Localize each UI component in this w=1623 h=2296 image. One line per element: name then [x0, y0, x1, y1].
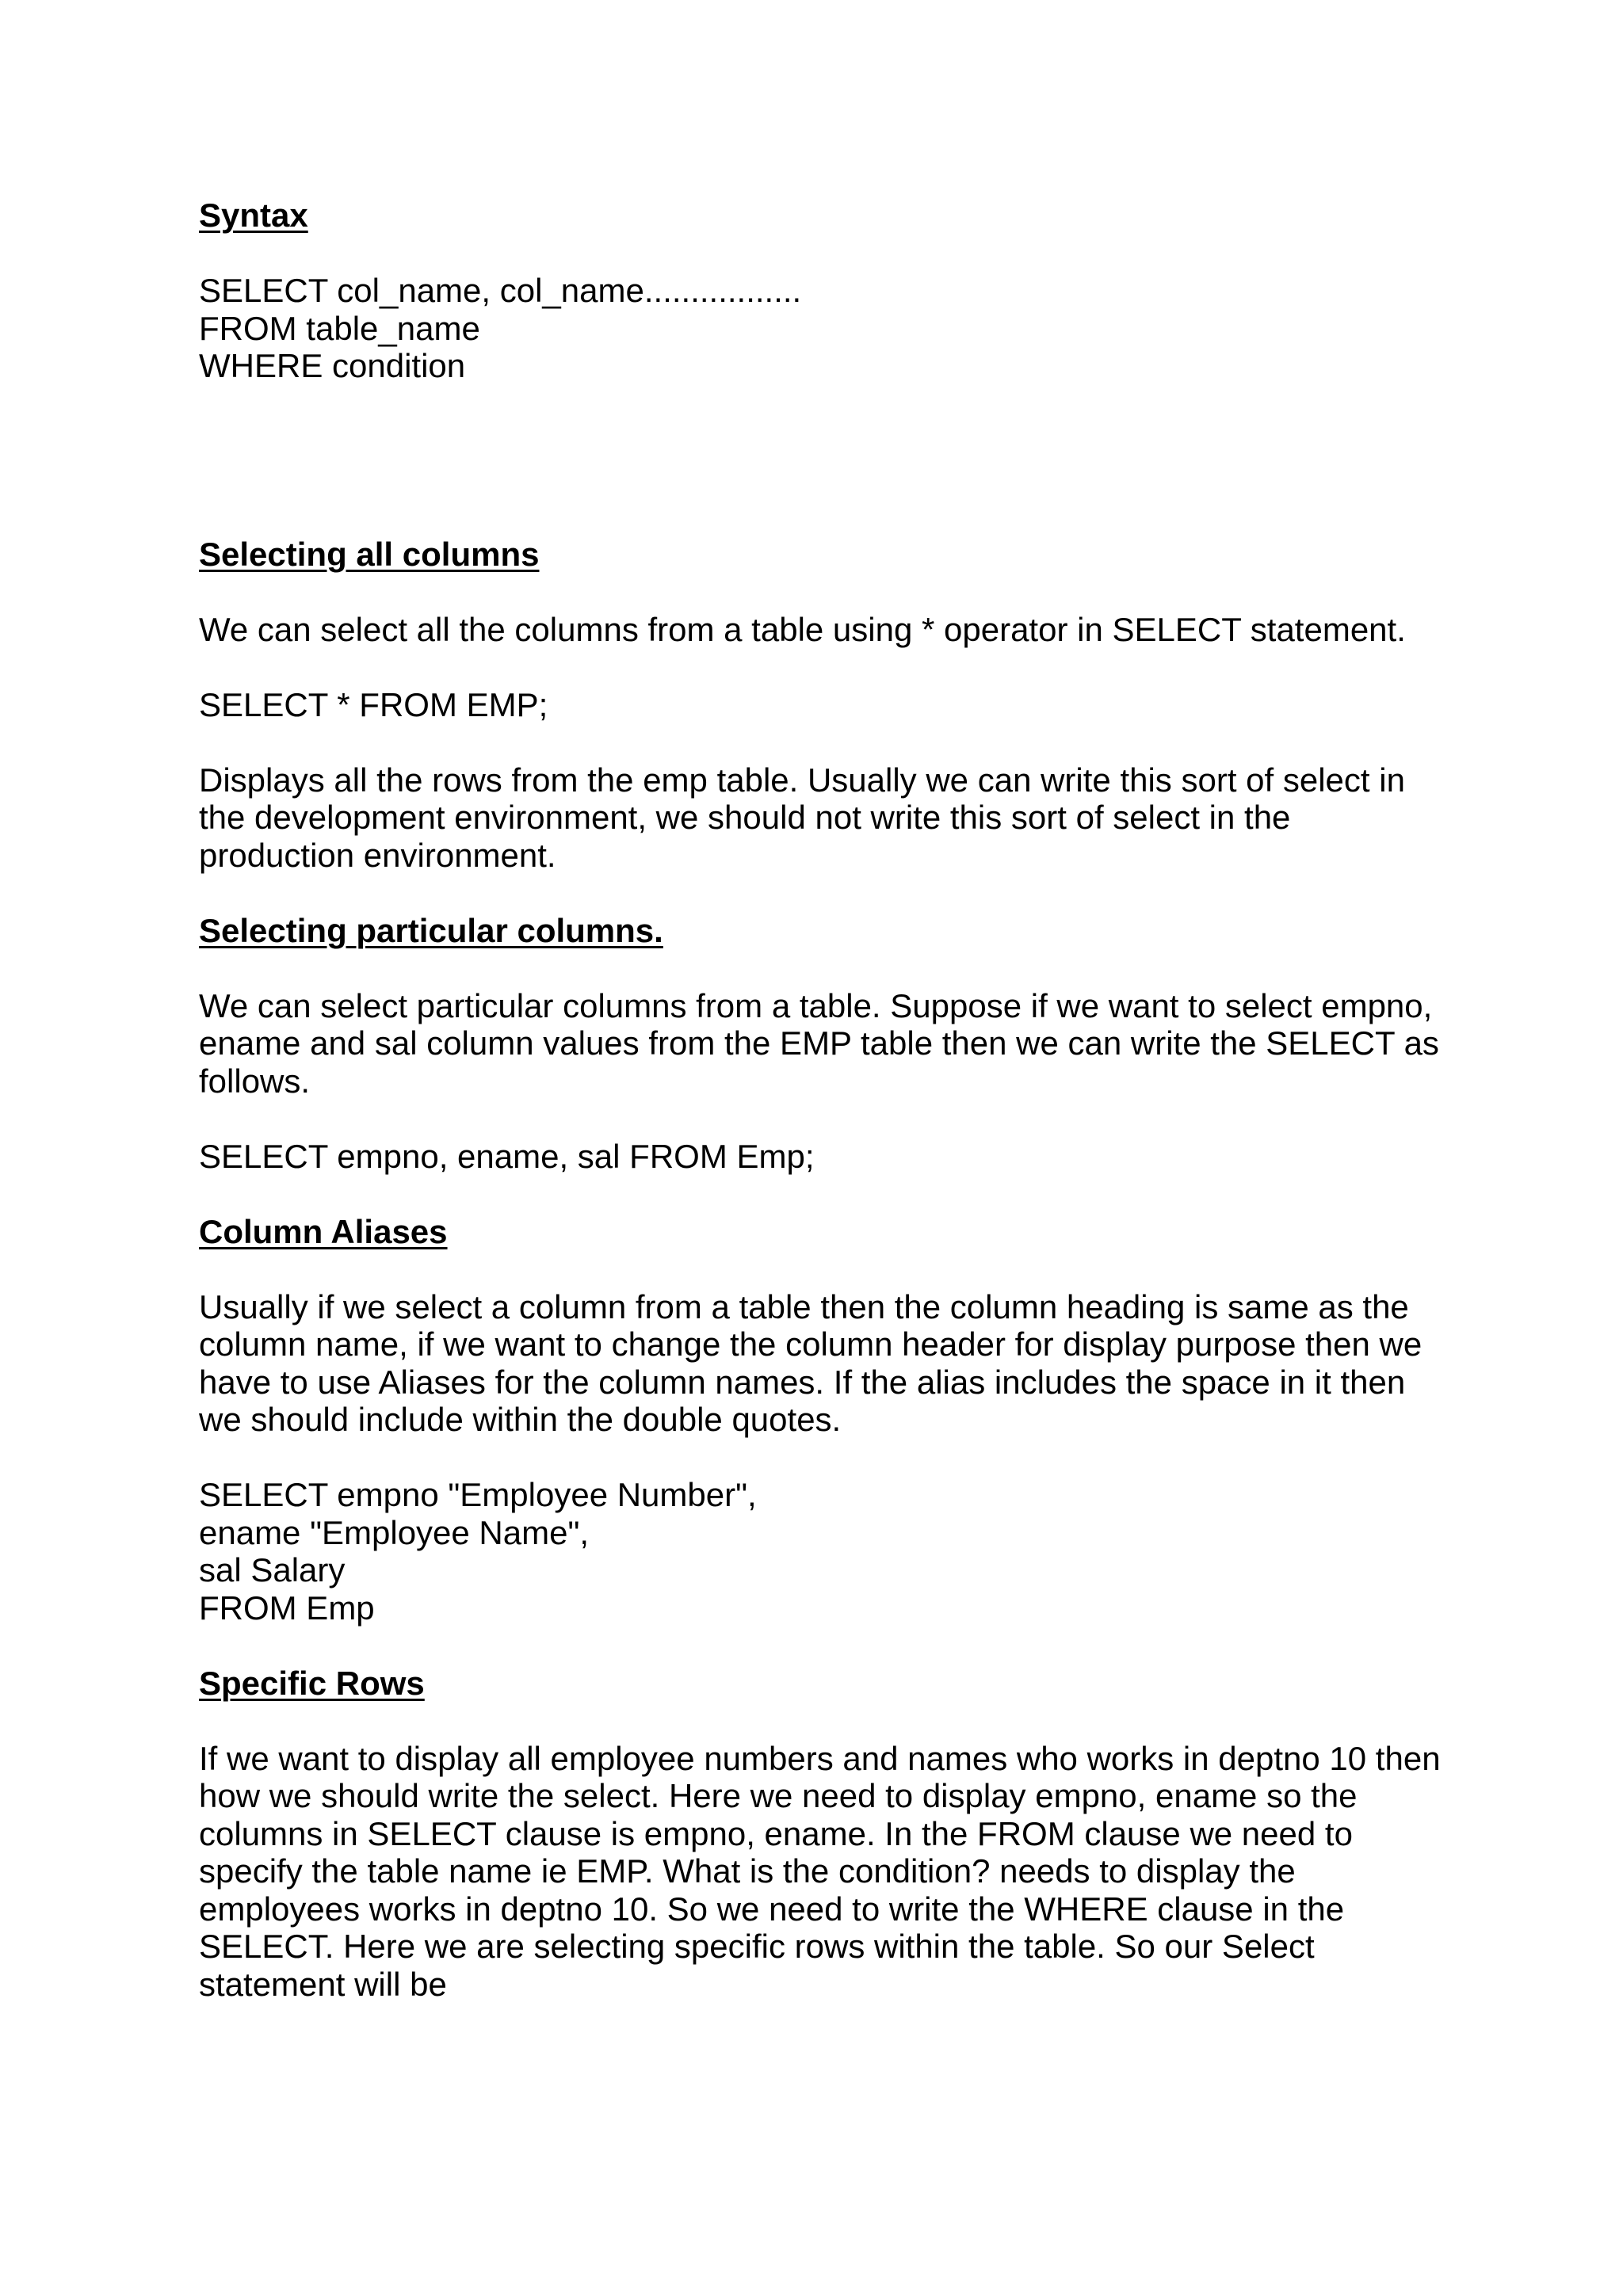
specific-rows-intro: [199, 1740, 1451, 2004]
paragraph-line: statement will be: [199, 1965, 447, 2003]
syntax-code-line: FROM table_name: [199, 309, 480, 347]
syntax-code: [199, 272, 1451, 385]
paragraph-line: the development environment, we should not write this sort of select in the: [199, 799, 1291, 836]
syntax-code-line: SELECT col_name, col_name.................: [199, 272, 802, 309]
document-page: [199, 196, 1451, 2003]
paragraph-line: If we want to display all employee numbers and names who works in deptno 10 then: [199, 1739, 1441, 1777]
all-columns-code: SELECT * FROM EMP;: [199, 685, 548, 723]
aliases-code: [199, 1476, 1451, 1627]
paragraph-line: employees works in deptno 10. So we need to write the WHERE clause in the: [199, 1890, 1345, 1928]
code-line: sal Salary: [199, 1551, 346, 1589]
code-line: SELECT empno "Employee Number",: [199, 1476, 757, 1513]
paragraph-line: column name, if we want to change the column header for display purpose then we: [199, 1325, 1423, 1363]
all-columns-explanation: [199, 761, 1451, 875]
code-line: ename "Employee Name",: [199, 1513, 590, 1551]
syntax-code-line: WHERE condition: [199, 347, 466, 384]
paragraph-line: columns in SELECT clause is empno, ename. In the FROM clause we need to: [199, 1814, 1353, 1852]
aliases-heading: Column Aliases: [199, 1212, 448, 1250]
paragraph-line: We can select particular columns from a table. Suppose if we want to select empno,: [199, 986, 1433, 1024]
paragraph-line: ename and sal column values from the EMP table then we can write the SELECT as: [199, 1024, 1439, 1062]
paragraph-line: follows.: [199, 1062, 311, 1100]
paragraph-line: have to use Aliases for the column names. If the alias includes the space in it then: [199, 1363, 1406, 1401]
paragraph-line: production environment.: [199, 836, 556, 874]
particular-columns-intro: [199, 987, 1451, 1100]
paragraph-line: how we should write the select. Here we need to display empno, ename so the: [199, 1777, 1358, 1814]
specific-rows-heading: Specific Rows: [199, 1664, 425, 1702]
particular-columns-code: SELECT empno, ename, sal FROM Emp;: [199, 1137, 815, 1175]
syntax-heading: Syntax: [199, 196, 308, 234]
paragraph-line: specify the table name ie EMP. What is the condition? needs to display the: [199, 1852, 1296, 1890]
paragraph-line: we should include within the double quotes.: [199, 1401, 842, 1438]
code-line: FROM Emp: [199, 1589, 375, 1627]
particular-columns-heading: Selecting particular columns.: [199, 911, 663, 949]
all-columns-heading: Selecting all columns: [199, 535, 540, 573]
paragraph-line: Usually if we select a column from a table then the column heading is same as the: [199, 1287, 1409, 1325]
aliases-intro: [199, 1288, 1451, 1439]
paragraph-line: SELECT. Here we are selecting specific rows within the table. So our Select: [199, 1928, 1315, 1965]
paragraph-line: Displays all the rows from the emp table. Usually we can write this sort of select in: [199, 761, 1405, 799]
all-columns-intro: We can select all the columns from a table using * operator in SELECT statement.: [199, 610, 1406, 648]
